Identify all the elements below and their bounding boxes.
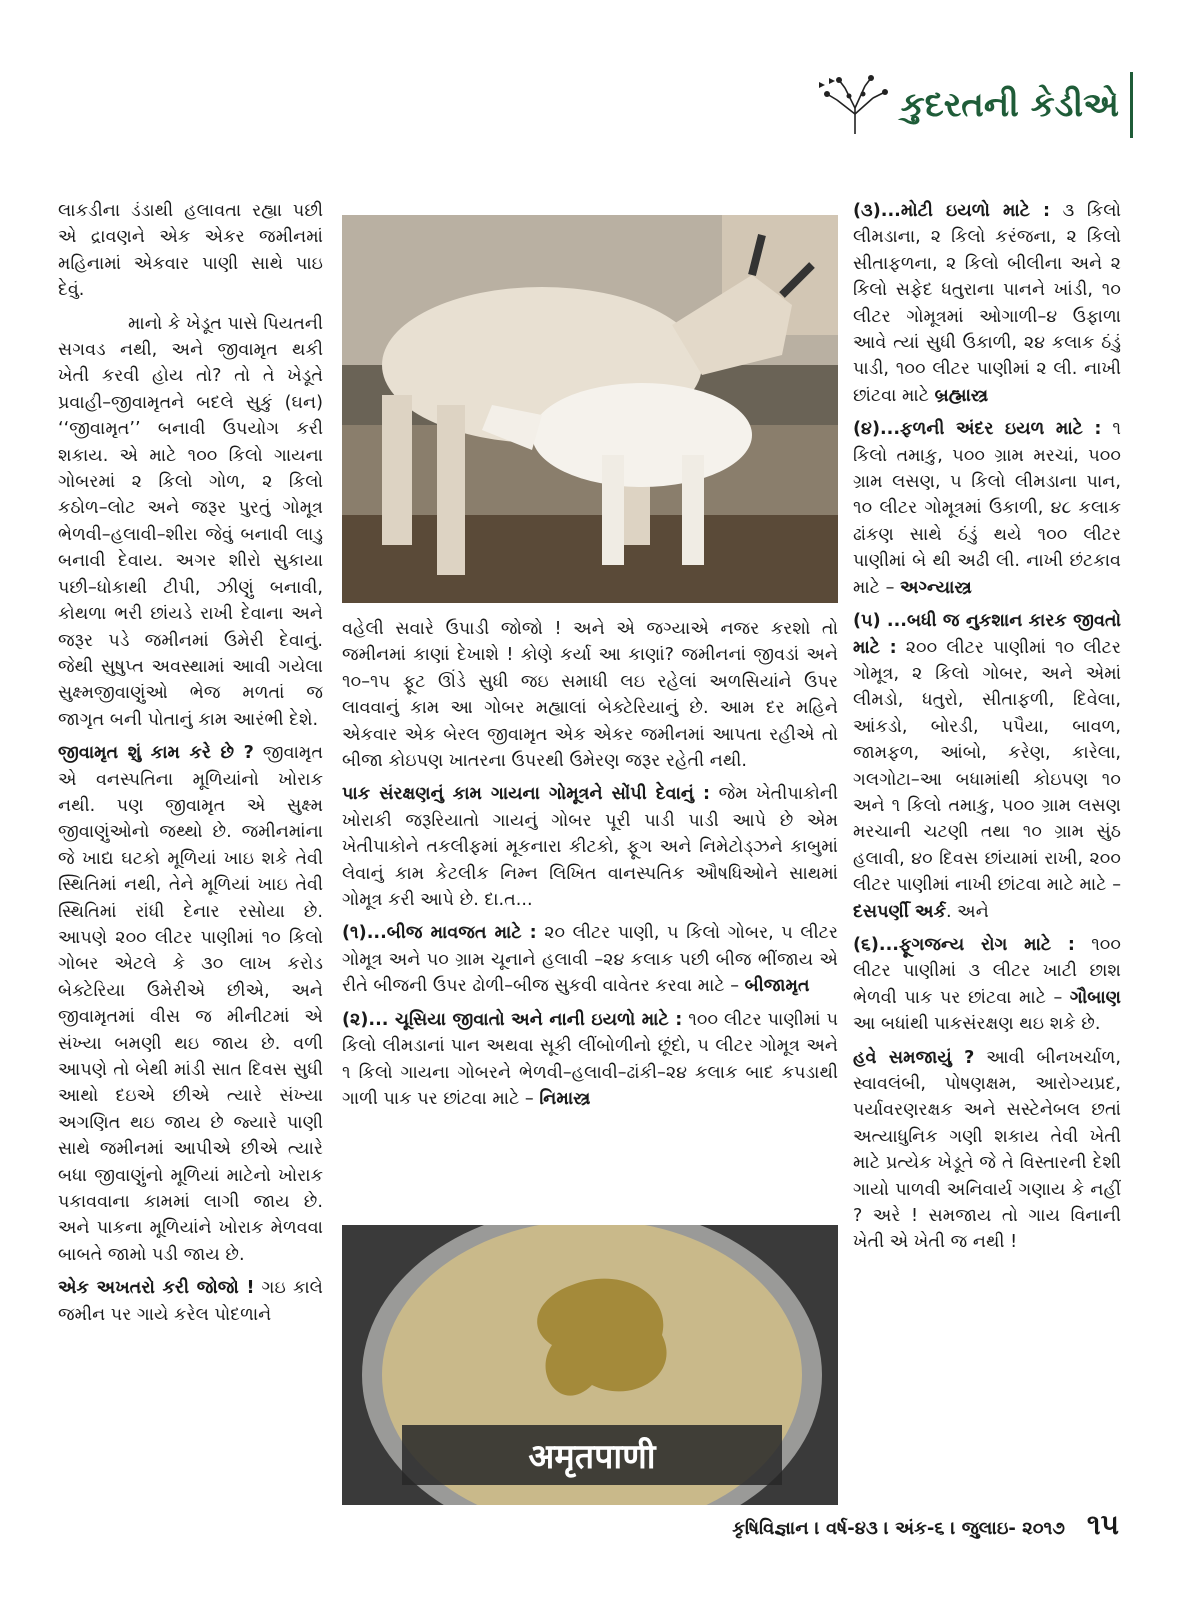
- paragraph-heading: (૨)... ચૂસિયા જીવાતો અને નાની ઇયળો માટે :: [342, 1009, 683, 1030]
- paragraph-heading: પાક સંરક્ષણનું કામ ગાયના ગોમૂત્રને સોંપી દેવાનું :: [342, 784, 711, 805]
- paragraph: વહેલી સવારે ઉપાડી જોજો ! અને એ જગ્યાએ નજર કરશો તો જમીનમાં કાણાં દેખાશે ! કોણે કર્યા આ કાણાં? જમીનનાં જીવડાં અને ૧૦–૧૫ ફૂટ ઊંડે સુધી જઇ સમાધી લઇ રહેલાં અળસિયાંને ઉપર લાવવાનું કામ આ ગોબર મહ્યાલાં બેક્ટેરિયાનું છે. આમ દર મહિને એકવાર એક બેરલ જીવામૃત એક એકર જમીનમાં આપતા રહીએ તો બીજા કોઇપણ ખાતરના ઉપરથી ઉમેરણ જરૂર રહેતી નથી.: [342, 619, 838, 772]
- remedy-name: અગ્ન્યાસ્ત્ર: [899, 577, 972, 598]
- paragraph: [58, 1275, 323, 1328]
- paragraph-text: ૨૦ લીટર પાણી, ૫ કિલો ગોબર, ૫ લીટર ગોમૂત્ર અને ૫૦ ગ્રામ ચૂનાને હલાવી –૨૪ કલાક પછી બીજ ભીંજાય એ રીતે બીજની ઉપર ઢોળી–બીજ સુકવી વાવેતર કરવા માટે –: [342, 923, 839, 997]
- paragraph: [853, 416, 1121, 601]
- paragraph: [853, 932, 1121, 1038]
- remedy-name: બીજામૃત: [744, 976, 810, 997]
- paragraph: લાકડીના ડંડાથી હલાવતા રહ્યા પછી એ દ્રાવણને એક એકર જમીનમાં મહિનામાં એકવાર પાણી સાથે પાઇ દેવું.: [58, 201, 323, 301]
- page-footer: [732, 1508, 1119, 1542]
- paragraph: [853, 1045, 1121, 1256]
- paragraph-heading: હવે સમજાયું ?: [853, 1047, 975, 1068]
- tree-birds-icon: [815, 74, 893, 136]
- remedy-name: બ્રહ્માસ્ત્ર: [934, 385, 989, 406]
- section-header: [815, 70, 1119, 140]
- paragraph-text: જીવામૃત એ વનસ્પતિના મૂળિયાંનો ખોરાક નથી. પણ જીવામૃત એ સુક્ષ્મ જીવાણુંઓનો જથ્થો છે. જમીનમાંના જે ખાદ્ય ઘટકો મૂળિયાં ખાઇ શકે તેવી સ્થિતિમાં નથી, તેને મૂળિયાં ખાઇ તેવી સ્થિતિમાં રાંધી દેનાર રસોયા છે. આપણે ૨૦૦ લીટર પાણીમાં ૧૦ કિલો ગોબર એટલે કે ૩૦ લાખ કરોડ બેક્ટેરિયા ઉમેરીએ છીએ, અને જીવામૃતમાં વીસ જ મીનીટમાં એ સંખ્યા બમણી થઇ જાય છે. વળી આપણે તો બેથી માંડી સાત દિવસ સુધી આથો દઇએ છીએ ત્યારે સંખ્યા અગણિત થઇ જાય છે જ્યારે પાણી સાથે જમીનમાં આપીએ છીએ ત્યારે બધા જીવાણુંનો મૂળિયાં માટેનો ખોરાક પકાવવાના કામમાં લાગી જાય છે. અને પાકના મૂળિયાંને ખોરાક મેળવવા બાબતે જામો પડી જાય છે.: [58, 743, 324, 1265]
- paragraph-heading: (૩)...મોટી ઇયળો માટે :: [853, 201, 1051, 221]
- paragraph-text: ૧૦૦ લીટર પાણીમાં ૩ લીટર ખાટી છાશ ભેળવી પાક પર છાંટવા માટે –: [853, 934, 1121, 1008]
- paragraph-text: જેમ ખેતીપાકોની ખોરાકી જરૂરિયાતો ગાયનું ગોબર પૂરી પાડી પાડી આપે છે એમ ખેતીપાકોને તકલીફમાં મૂકનારા કીટકો, ફૂગ અને નિમેટોડ્ઝને કાબુમાં લેવાનું કામ કેટલીક નિમ્ન લિખિત વાનસ્પતિક ઔષધિઓને સાથમાં ગોમૂત્ર કરી આપે છે. દા.ત...: [342, 784, 839, 911]
- paragraph-text: આવી બીનખર્ચાળ, સ્વાવલંબી, પોષણક્ષમ, આરોગ્યપ્રદ, પર્યાવરણરક્ષક અને સસ્ટેનેબલ છતાં અત્યાધુનિક ગણી શકાય તેવી ખેતી માટે પ્રત્યેક ખેડૂતે જે તે વિસ્તારની દેશી ગાયો પાળવી અનિવાર્ય ગણાય કે નહીં ? અરે ! સમજાય તો ગાય વિનાની ખેતી એ ખેતી જ નથી !: [853, 1047, 1121, 1253]
- paragraph: [342, 920, 838, 999]
- photo-caption: अमृतपाणी: [402, 1425, 782, 1485]
- paragraph: માનો કે ખેડૂત પાસે પિયતની સગવડ નથી, અને જીવામૃત થકી ખેતી કરવી હોય તો? તો તે ખેડૂતે પ્રવાહી–જીવામૃતને બદલે સુકું (ઘન) ‘‘જીવામૃત’’ બનાવી ઉપયોગ કરી શકાય. એ માટે ૧૦૦ કિલો ગાયના ગોબરમાં ૨ કિલો ગોળ, ૨ કિલો કઠોળ–લોટ અને જરૂર પુરતું ગોમૂત્ર ભેળવી–હલાવી–શીરા જેવું બનાવી લાડુ બનાવી દેવાય. અગર શીરો સુકાયા પછી–ધોકાથી ટીપી, ઝીણું બનાવી, કોથળા ભરી છાંયડે રાખી દેવાના અને જરૂર પડે જમીનમાં ઉમેરી દેવાનું. જેથી સુષુપ્ત અવસ્થામાં આવી ગયેલા સુક્ષ્મજીવાણુંઓ ભેજ મળતાં જ જાગૃત બની પોતાનું કામ આરંભી દેશે.: [58, 313, 323, 730]
- paragraph-text: ૨૦૦ લીટર પાણીમાં ૧૦ લીટર ગોમૂત્ર, ૨ કિલો ગોબર, અને એમાં લીમડો, ધતુરો, સીતાફળી, દિવેલા, આંકડો, બોરડી, પપૈયા, બાવળ, જામફળ, આંબો, કરેણ, કારેલા, ગલગોટા–આ બધામાંથી કોઇપણ ૧૦ અને ૧ કિલો તમાકુ, ૫૦૦ ગ્રામ લસણ મરચાની ચટણી તથા ૧૦ ગ્રામ સુંઠ હલાવી, ૪૦ દિવસ છાંયામાં રાખી, ૨૦૦ લીટર પાણીમાં નાખી છાંટવા માટે માટે –: [853, 637, 1121, 896]
- footer-publication: કૃષિવિજ્ઞાન । વર્ષ-૪૩ । અંક-૬ । જુલાઇ- ૨૦૧૭: [732, 1518, 1065, 1539]
- paragraph-text: આ બધાંથી પાકસંરક્ષણ થઇ શકે છે.: [853, 1014, 1101, 1035]
- section-title: કુદરતની કેડીએ: [900, 85, 1119, 125]
- paragraph-heading: (૬)...ફૂગજન્ય રોગ માટે :: [853, 934, 1075, 955]
- paragraph-text: . અને: [946, 901, 989, 922]
- paragraph-text: ગઇ કાલે જમીન પર ગાયે કરેલ પોદળાને: [58, 1278, 323, 1325]
- paragraph-text: ૧ કિલો તમાકુ, ૫૦૦ ગ્રામ મરચાં, ૫૦૦ ગ્રામ લસણ, ૫ કિલો લીમડાના પાન, ૧૦ લીટર ગોમૂત્રમાં ઉકાળી, ૪૮ કલાક ઢાંકણ સાથે ઠંડું થયે ૧૦૦ લીટર પાણીમાં બે થી અઢી લી. નાખી છંટકાવ માટે –: [853, 419, 1121, 598]
- remedy-name: દસપર્ણી અર્ક: [853, 901, 946, 922]
- paragraph-heading: (૪)...ફળની અંદર ઇયળ માટે :: [853, 419, 1102, 440]
- paragraph-heading: એક અખતરો કરી જોજો !: [58, 1278, 255, 1299]
- header-divider: [1130, 72, 1133, 138]
- remedy-name: ગૌબાણ: [1069, 987, 1122, 1008]
- paragraph: [58, 740, 323, 1268]
- paragraph-text: ૧૦૦ લીટર પાણીમાં ૫ કિલો લીમડાનાં પાન અથવા સૂકી લીંબોળીનો છૂંદો, ૫ લીટર ગોમૂત્ર અને ૧ કિલો ગાયના ગોબરને ભેળવી–હલાવી–ઢાંકી–૨૪ કલાક બાદ કપડાથી ગાળી પાક પર છાંટવા માટે –: [342, 1009, 838, 1109]
- amrutpani-photo: [342, 1225, 838, 1505]
- paragraph: [853, 198, 1121, 409]
- cow-calf-photo: [342, 215, 838, 603]
- paragraph-heading: (૧)...બીજ માવજત માટે :: [342, 923, 537, 944]
- paragraph: [853, 608, 1121, 925]
- remedy-name: નિમાસ્ત્ર: [539, 1088, 591, 1109]
- column-middle: [342, 616, 838, 1119]
- paragraph-text: ૩ કિલો લીમડાના, ૨ કિલો કરંજના, ૨ કિલો સીતાફળના, ૨ કિલો બીલીના અને ૨ કિલો સફેદ ધતુરાના પાનને ખાંડી, ૧૦ લીટર ગોમૂત્રમાં ઓગાળી–૪ ઉફાળા આવે ત્યાં સુધી ઉકાળી, ૨૪ કલાક ઠંડું પાડી, ૧૦૦ લીટર પાણીમાં ૨ લી. નાખી છાંટવા માટે: [853, 201, 1121, 406]
- paragraph: [342, 781, 838, 913]
- column-right: [853, 198, 1121, 1263]
- page-number: ૧૫: [1086, 1508, 1119, 1541]
- paragraph-heading: (૫) ...બધી જ નુકશાન કારક જીવતો માટે :: [853, 611, 1121, 658]
- paragraph: [342, 1007, 838, 1113]
- column-left: [58, 198, 323, 1335]
- paragraph-heading: જીવામૃત શું કામ કરે છે ?: [58, 743, 254, 764]
